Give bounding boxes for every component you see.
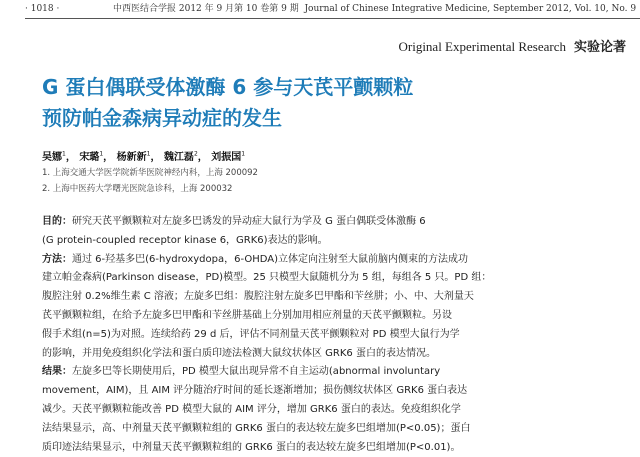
author: 魏江磊$^2$ xyxy=(163,150,198,163)
abstract-line: 减少。天芪平颤颗粒能改善 PD 模型大鼠的 AIM 评分，增加 GRK6 蛋白的表达。免疫组织化学 xyxy=(42,403,461,415)
abstract-line: 腹腔注射 0.2%维生素 C 溶液；左旋多巴组：腹腔注射左旋多巴甲酯和苄丝肼；小、中、大剂量天 xyxy=(42,291,474,303)
results-label: 结果： xyxy=(42,366,72,378)
column-heading xyxy=(398,36,626,55)
abstract-line: (G protein-coupled receptor kinase 6，GRK6)表达的影响。 xyxy=(42,234,328,246)
abstract-line: 芪平颤颗粒组，在给予左旋多巴甲酯和苄丝肼基础上分别加用相应剂量的天芪平颤颗粒。另设 xyxy=(42,309,452,321)
abstract-line: movement，AIM)，且 AIM 评分随治疗时间的延长逐渐增加；损伤侧纹状体区 GRK6 蛋白表达 xyxy=(42,385,468,397)
abstract-line: 的影响，并用免疫组织化学法和蛋白质印迹法检测大鼠纹状体区 GRK6 蛋白的表达情况。 xyxy=(42,347,436,359)
objective-label: 目的： xyxy=(42,216,72,227)
column-en: Original Experimental Research xyxy=(398,39,566,54)
abstract-line: 质印迹法结果显示，中剂量天芪平颤颗粒组的 GRK6 蛋白的表达较左旋多巴组增加(P<0.01)。 xyxy=(42,441,461,453)
running-header xyxy=(25,3,640,15)
author: 宋璐$^1$ xyxy=(79,150,104,163)
methods-label: 方法： xyxy=(42,253,72,265)
article-title xyxy=(42,72,413,134)
abstract-line: 方法：通过 6-羟基多巴(6-hydroxydopa，6-OHDA)立体定向注射至大鼠前脑内侧束的方法成功 xyxy=(42,253,469,265)
journal-en: Journal of Chinese Integrative Medicine, September 2012, Vol. 10, No. 9 xyxy=(304,4,637,14)
author: 刘振国$^1$ xyxy=(211,150,246,163)
author: 杨新新$^1$ xyxy=(116,150,151,163)
author: 吴娜$^1$ xyxy=(42,150,66,163)
affiliation-2: 2. 上海中医药大学曙光医院急诊科，上海 200032 xyxy=(42,184,233,194)
title-line-2: 预防帕金森病异动症的发生 xyxy=(42,106,282,130)
abstract-line: 法结果显示，高、中剂量天芪平颤颗粒组的 GRK6 蛋白的表达较左旋多巴组增加(P<0.05)；蛋白 xyxy=(42,422,471,434)
author-list: 吴娜$^1$， 宋璐$^1$， 杨新新$^1$， 魏江磊$^2$， 刘振国$^1$ xyxy=(42,150,246,163)
abstract-line: 结果：左旋多巴等长期使用后，PD 模型大鼠出现异常不自主运动(abnormal involuntary xyxy=(42,366,441,378)
abstract-line: 建立帕金森病(Parkinson disease，PD)模型。25 只模型大鼠随机分为 5 组，每组各 5 只。PD 组： xyxy=(42,272,492,284)
header-rule xyxy=(25,18,640,19)
column-cn: 实验论著 xyxy=(573,40,626,55)
title-line-1: G 蛋白偶联受体激酶 6 参与天芪平颤颗粒 xyxy=(42,75,414,99)
journal-cn: 中西医结合学报 2012 年 9 月第 10 卷第 9 期 xyxy=(113,4,299,14)
page-number: · 1018 · xyxy=(25,4,60,14)
abstract-line: 目的：研究天芪平颤颗粒对左旋多巴诱发的异动症大鼠行为学及 G 蛋白偶联受体激酶 6 xyxy=(42,216,426,227)
abstract xyxy=(42,213,630,457)
abstract-line: 假手术组(n=5)为对照。连续给药 29 d 后，评估不同剂量天芪平颤颗粒对 PD 模型大鼠行为学 xyxy=(42,328,460,340)
affiliation-1: 1. 上海交通大学医学院新华医院神经内科，上海 200092 xyxy=(42,168,258,178)
